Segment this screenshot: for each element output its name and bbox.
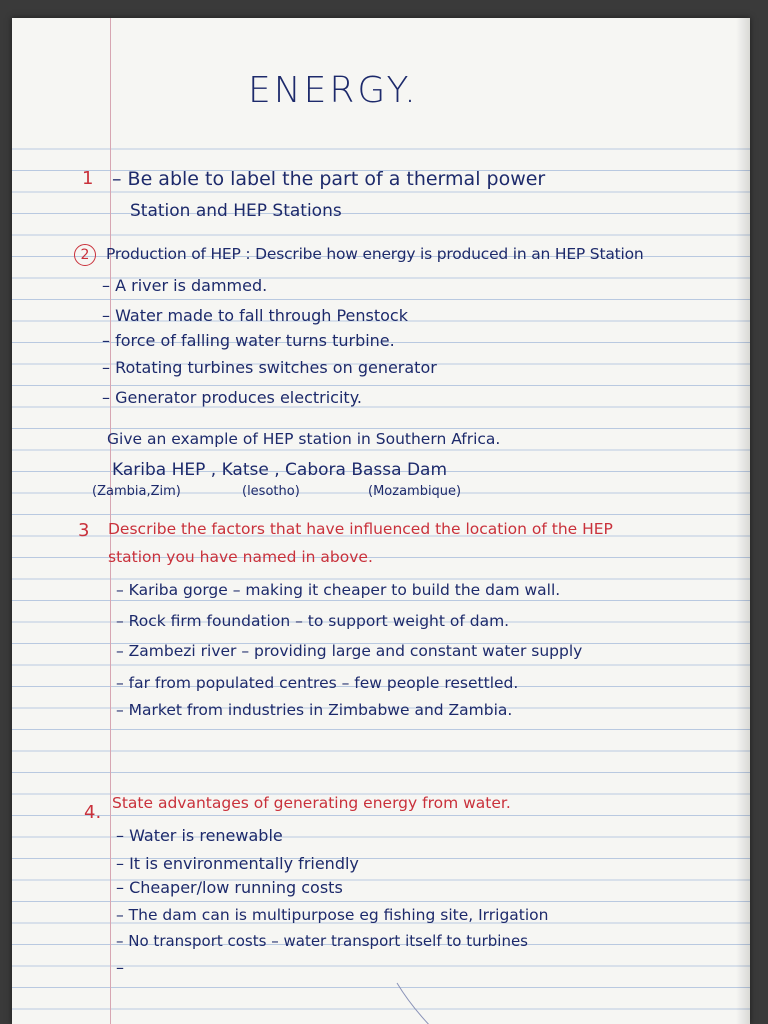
country-lesotho: (lesotho) [242,484,300,499]
advantage-1: – Water is renewable [116,826,283,845]
factor-4: – far from populated centres – few people resettled. [116,674,519,692]
country-mozambique: (Mozambique) [368,484,462,499]
hep-step-5: – Generator produces electricity. [102,388,362,407]
hep-step-3: – force of falling water turns turbine. [102,331,395,350]
factor-5: – Market from industries in Zimbabwe and Zambia. [116,701,513,719]
factor-1: – Kariba gorge – making it cheaper to build the dam wall. [116,581,561,599]
hep-step-1: – A river is dammed. [102,276,268,295]
section-1-line-2: Station and HEP Stations [130,201,342,221]
page-title: ENERGY. [248,70,419,111]
notebook-page [12,18,750,1024]
country-zambia-zim: (Zambia,Zim) [92,484,181,499]
advantage-4: – The dam can is multipurpose eg fishing site, Irrigation [116,906,549,924]
hep-examples: Kariba HEP , Katse , Cabora Bassa Dam [112,460,448,480]
section-2-question: Give an example of HEP station in Southern Africa. [107,430,501,448]
advantage-6: – [116,958,124,977]
section-1-line-1: – Be able to label the part of a thermal power [112,168,546,190]
section-2-number: 2 [74,244,96,266]
factor-3: – Zambezi river – providing large and constant water supply [116,642,583,660]
hep-step-4: – Rotating turbines switches on generator [102,358,437,377]
section-3-heading-line-1: Describe the factors that have influenced the location of the HEP [108,520,613,538]
section-4-heading: State advantages of generating energy from water. [112,794,511,812]
section-3-heading-line-2: station you have named in above. [108,548,373,566]
pen-stroke-mark [392,978,452,1024]
advantage-2: – It is environmentally friendly [116,854,359,873]
factor-2: – Rock firm foundation – to support weight of dam. [116,612,510,630]
page-edge-shadow [736,18,750,1024]
hep-step-2: – Water made to fall through Penstock [102,306,408,325]
section-1-number: 1 [82,168,94,189]
section-2-heading: Production of HEP : Describe how energy is produced in an HEP Station [106,245,644,263]
advantage-3: – Cheaper/low running costs [116,878,343,897]
advantage-5: – No transport costs – water transport itself to turbines [116,932,528,950]
section-3-number: 3 [78,520,90,541]
section-4-number: 4. [84,802,102,823]
